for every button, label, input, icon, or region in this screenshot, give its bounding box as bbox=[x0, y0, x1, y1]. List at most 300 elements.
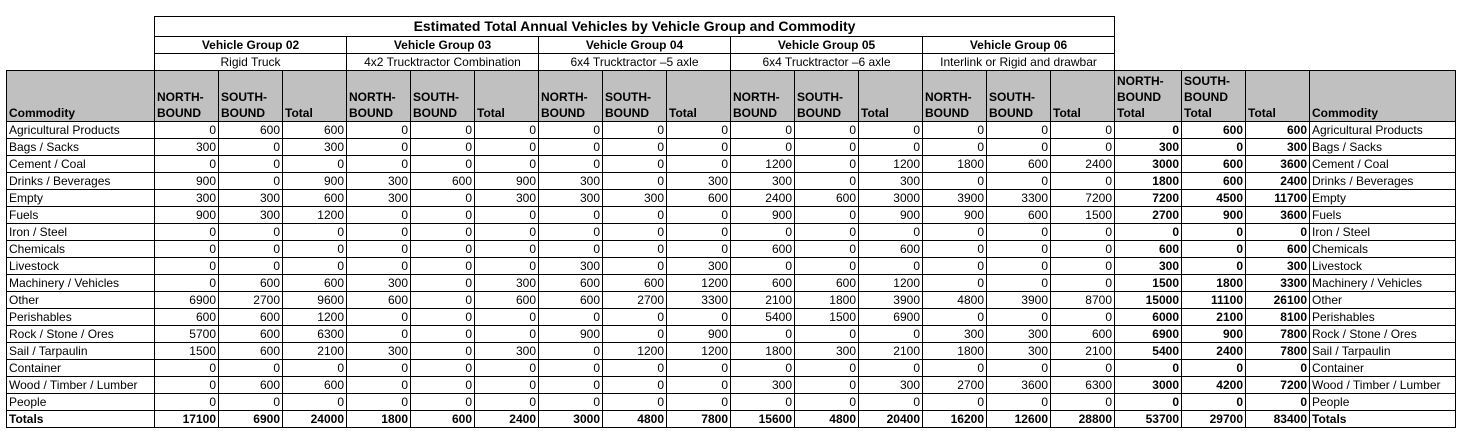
value-cell: 0 bbox=[923, 122, 987, 139]
value-cell: 0 bbox=[987, 139, 1051, 156]
vehicle-group-name: Vehicle Group 03 bbox=[347, 37, 539, 54]
overall-total-cell: 2700 bbox=[1115, 207, 1182, 224]
value-cell: 0 bbox=[923, 224, 987, 241]
value-cell: 0 bbox=[411, 241, 475, 258]
value-cell: 0 bbox=[475, 207, 539, 224]
value-cell: 300 bbox=[347, 190, 411, 207]
value-cell: 0 bbox=[475, 377, 539, 394]
value-cell: 0 bbox=[603, 139, 667, 156]
table-row bbox=[7, 326, 1456, 343]
value-cell: 0 bbox=[155, 122, 219, 139]
value-cell: 0 bbox=[731, 258, 795, 275]
overall-total-cell: 7200 bbox=[1115, 190, 1182, 207]
overall-total-cell: 0 bbox=[1115, 122, 1182, 139]
overall-total-cell: 3000 bbox=[1115, 377, 1182, 394]
value-cell: 0 bbox=[347, 224, 411, 241]
value-cell: 0 bbox=[667, 139, 731, 156]
column-header-northbound-total: NORTH-BOUND Total bbox=[1115, 71, 1182, 122]
value-cell: 0 bbox=[795, 326, 859, 343]
value-cell: 7800 bbox=[667, 411, 731, 428]
table-row bbox=[7, 309, 1456, 326]
value-cell: 300 bbox=[539, 258, 603, 275]
title-row bbox=[7, 17, 1456, 37]
table-row bbox=[7, 156, 1456, 173]
value-cell: 300 bbox=[283, 139, 347, 156]
overall-total-cell: 4500 bbox=[1182, 190, 1246, 207]
overall-total-cell: 600 bbox=[1115, 241, 1182, 258]
value-cell: 8700 bbox=[1051, 292, 1115, 309]
value-cell: 0 bbox=[1051, 173, 1115, 190]
value-cell: 600 bbox=[283, 377, 347, 394]
column-header-total: Total bbox=[859, 71, 923, 122]
column-header-northbound: NORTH-BOUND bbox=[923, 71, 987, 122]
value-cell: 0 bbox=[411, 139, 475, 156]
value-cell: 0 bbox=[1051, 309, 1115, 326]
overall-total-cell: 0 bbox=[1246, 224, 1310, 241]
overall-total-cell: 300 bbox=[1246, 139, 1310, 156]
value-cell: 300 bbox=[155, 139, 219, 156]
vehicle-group-desc: 6x4 Trucktractor –5 axle bbox=[539, 54, 731, 71]
value-cell: 0 bbox=[347, 258, 411, 275]
overall-total-cell: 300 bbox=[1246, 258, 1310, 275]
overall-total-cell: 600 bbox=[1182, 122, 1246, 139]
value-cell: 0 bbox=[539, 207, 603, 224]
value-cell: 0 bbox=[475, 224, 539, 241]
overall-total-cell: 83400 bbox=[1246, 411, 1310, 428]
value-cell: 1200 bbox=[859, 275, 923, 292]
overall-total-cell: 0 bbox=[1182, 360, 1246, 377]
commodity-label-right: Rock / Stone / Ores bbox=[1310, 326, 1456, 343]
commodity-label-right: Bags / Sacks bbox=[1310, 139, 1456, 156]
table-row bbox=[7, 275, 1456, 292]
value-cell: 300 bbox=[539, 173, 603, 190]
commodity-label: Agricultural Products bbox=[7, 122, 155, 139]
value-cell: 600 bbox=[283, 122, 347, 139]
commodity-label: Wood / Timber / Lumber bbox=[7, 377, 155, 394]
value-cell: 2400 bbox=[475, 411, 539, 428]
value-cell: 1500 bbox=[155, 343, 219, 360]
value-cell: 12600 bbox=[987, 411, 1051, 428]
vehicle-group-name: Vehicle Group 06 bbox=[923, 37, 1115, 54]
value-cell: 5400 bbox=[731, 309, 795, 326]
value-cell: 0 bbox=[859, 326, 923, 343]
value-cell: 0 bbox=[475, 241, 539, 258]
value-cell: 0 bbox=[411, 122, 475, 139]
overall-total-cell: 2400 bbox=[1182, 343, 1246, 360]
value-cell: 0 bbox=[667, 360, 731, 377]
value-cell: 1200 bbox=[603, 343, 667, 360]
value-cell: 0 bbox=[667, 156, 731, 173]
overall-total-cell: 0 bbox=[1115, 360, 1182, 377]
value-cell: 300 bbox=[347, 173, 411, 190]
column-header-northbound: NORTH-BOUND bbox=[347, 71, 411, 122]
value-cell: 300 bbox=[475, 275, 539, 292]
value-cell: 600 bbox=[539, 275, 603, 292]
value-cell: 2700 bbox=[603, 292, 667, 309]
value-cell: 0 bbox=[411, 309, 475, 326]
value-cell: 0 bbox=[603, 173, 667, 190]
commodity-label: Iron / Steel bbox=[7, 224, 155, 241]
overall-total-cell: 600 bbox=[1246, 122, 1310, 139]
column-header-commodity-right: Commodity bbox=[1310, 71, 1456, 122]
commodity-label: Totals bbox=[7, 411, 155, 428]
column-header-southbound: SOUTH-BOUND bbox=[603, 71, 667, 122]
value-cell: 900 bbox=[731, 207, 795, 224]
overall-total-cell: 11700 bbox=[1246, 190, 1310, 207]
value-cell: 0 bbox=[155, 241, 219, 258]
value-cell: 0 bbox=[219, 156, 283, 173]
vehicle-group-name: Vehicle Group 05 bbox=[731, 37, 923, 54]
column-header-grand-total: Total bbox=[1246, 71, 1310, 122]
value-cell: 24000 bbox=[283, 411, 347, 428]
value-cell: 0 bbox=[539, 156, 603, 173]
value-cell: 0 bbox=[987, 275, 1051, 292]
value-cell: 600 bbox=[795, 275, 859, 292]
value-cell: 600 bbox=[347, 292, 411, 309]
value-cell: 0 bbox=[603, 309, 667, 326]
value-cell: 0 bbox=[219, 173, 283, 190]
value-cell: 600 bbox=[987, 207, 1051, 224]
value-cell: 0 bbox=[1051, 275, 1115, 292]
value-cell: 0 bbox=[411, 292, 475, 309]
value-cell: 0 bbox=[539, 241, 603, 258]
value-cell: 0 bbox=[347, 122, 411, 139]
value-cell: 600 bbox=[219, 343, 283, 360]
value-cell: 600 bbox=[731, 241, 795, 258]
overall-total-cell: 7800 bbox=[1246, 343, 1310, 360]
overall-total-cell: 0 bbox=[1182, 224, 1246, 241]
value-cell: 0 bbox=[731, 394, 795, 411]
value-cell: 0 bbox=[731, 360, 795, 377]
value-cell: 6900 bbox=[219, 411, 283, 428]
commodity-label-right: Other bbox=[1310, 292, 1456, 309]
value-cell: 0 bbox=[411, 326, 475, 343]
value-cell: 0 bbox=[539, 309, 603, 326]
value-cell: 0 bbox=[923, 275, 987, 292]
value-cell: 600 bbox=[539, 292, 603, 309]
commodity-label: Drinks / Beverages bbox=[7, 173, 155, 190]
overall-total-cell: 900 bbox=[1182, 207, 1246, 224]
value-cell: 4800 bbox=[603, 411, 667, 428]
value-cell: 0 bbox=[475, 156, 539, 173]
column-header-southbound-total: SOUTH-BOUND Total bbox=[1182, 71, 1246, 122]
overall-total-cell: 0 bbox=[1182, 241, 1246, 258]
value-cell: 900 bbox=[155, 207, 219, 224]
column-header-northbound: NORTH-BOUND bbox=[155, 71, 219, 122]
value-cell: 0 bbox=[347, 309, 411, 326]
table-row bbox=[7, 173, 1456, 190]
overall-total-cell: 6000 bbox=[1115, 309, 1182, 326]
vehicle-group-desc: Interlink or Rigid and drawbar bbox=[923, 54, 1115, 71]
value-cell: 0 bbox=[347, 360, 411, 377]
value-cell: 0 bbox=[283, 224, 347, 241]
table-row bbox=[7, 224, 1456, 241]
overall-total-cell: 0 bbox=[1182, 394, 1246, 411]
value-cell: 0 bbox=[539, 360, 603, 377]
value-cell: 0 bbox=[603, 224, 667, 241]
vehicle-group-name: Vehicle Group 04 bbox=[539, 37, 731, 54]
vehicle-group-name: Vehicle Group 02 bbox=[155, 37, 347, 54]
value-cell: 0 bbox=[923, 394, 987, 411]
value-cell: 0 bbox=[347, 326, 411, 343]
overall-total-cell: 0 bbox=[1182, 258, 1246, 275]
value-cell: 300 bbox=[603, 190, 667, 207]
value-cell: 0 bbox=[603, 156, 667, 173]
commodity-label: Other bbox=[7, 292, 155, 309]
value-cell: 0 bbox=[411, 156, 475, 173]
commodity-label: Perishables bbox=[7, 309, 155, 326]
value-cell: 300 bbox=[475, 190, 539, 207]
value-cell: 600 bbox=[283, 275, 347, 292]
value-cell: 0 bbox=[795, 258, 859, 275]
value-cell: 16200 bbox=[923, 411, 987, 428]
value-cell: 0 bbox=[923, 139, 987, 156]
commodity-label: Bags / Sacks bbox=[7, 139, 155, 156]
value-cell: 0 bbox=[347, 394, 411, 411]
value-cell: 0 bbox=[155, 224, 219, 241]
value-cell: 0 bbox=[795, 394, 859, 411]
value-cell: 0 bbox=[219, 394, 283, 411]
value-cell: 0 bbox=[987, 122, 1051, 139]
value-cell: 0 bbox=[1051, 258, 1115, 275]
overall-total-cell: 2400 bbox=[1246, 173, 1310, 190]
value-cell: 600 bbox=[859, 241, 923, 258]
value-cell: 9600 bbox=[283, 292, 347, 309]
value-cell: 300 bbox=[795, 343, 859, 360]
value-cell: 0 bbox=[411, 275, 475, 292]
value-cell: 3300 bbox=[667, 292, 731, 309]
commodity-label-right: Wood / Timber / Lumber bbox=[1310, 377, 1456, 394]
column-header-southbound: SOUTH-BOUND bbox=[987, 71, 1051, 122]
value-cell: 0 bbox=[987, 224, 1051, 241]
commodity-label-right: Livestock bbox=[1310, 258, 1456, 275]
value-cell: 1200 bbox=[283, 309, 347, 326]
value-cell: 0 bbox=[731, 122, 795, 139]
value-cell: 600 bbox=[219, 309, 283, 326]
value-cell: 0 bbox=[859, 360, 923, 377]
commodity-label-right: Sail / Tarpaulin bbox=[1310, 343, 1456, 360]
value-cell: 2100 bbox=[1051, 343, 1115, 360]
value-cell: 7200 bbox=[1051, 190, 1115, 207]
value-cell: 300 bbox=[859, 173, 923, 190]
value-cell: 1200 bbox=[667, 343, 731, 360]
value-cell: 0 bbox=[1051, 241, 1115, 258]
value-cell: 600 bbox=[475, 292, 539, 309]
value-cell: 0 bbox=[795, 360, 859, 377]
value-cell: 300 bbox=[347, 275, 411, 292]
column-header-southbound: SOUTH-BOUND bbox=[219, 71, 283, 122]
value-cell: 300 bbox=[539, 190, 603, 207]
commodity-label-right: Fuels bbox=[1310, 207, 1456, 224]
table-row bbox=[7, 190, 1456, 207]
value-cell: 0 bbox=[667, 309, 731, 326]
value-cell: 0 bbox=[987, 258, 1051, 275]
value-cell: 900 bbox=[923, 207, 987, 224]
value-cell: 15600 bbox=[731, 411, 795, 428]
overall-total-cell: 15000 bbox=[1115, 292, 1182, 309]
value-cell: 6900 bbox=[859, 309, 923, 326]
value-cell: 0 bbox=[475, 394, 539, 411]
value-cell: 600 bbox=[219, 122, 283, 139]
value-cell: 0 bbox=[795, 207, 859, 224]
value-cell: 0 bbox=[987, 241, 1051, 258]
table-row bbox=[7, 343, 1456, 360]
value-cell: 0 bbox=[475, 360, 539, 377]
value-cell: 0 bbox=[539, 122, 603, 139]
value-cell: 0 bbox=[987, 173, 1051, 190]
overall-total-cell: 53700 bbox=[1115, 411, 1182, 428]
value-cell: 20400 bbox=[859, 411, 923, 428]
value-cell: 0 bbox=[411, 258, 475, 275]
column-header-row bbox=[7, 71, 1456, 122]
commodity-label: Machinery / Vehicles bbox=[7, 275, 155, 292]
value-cell: 0 bbox=[603, 360, 667, 377]
column-header-southbound: SOUTH-BOUND bbox=[411, 71, 475, 122]
value-cell: 0 bbox=[539, 224, 603, 241]
value-cell: 600 bbox=[411, 411, 475, 428]
value-cell: 2100 bbox=[859, 343, 923, 360]
commodity-label: Empty bbox=[7, 190, 155, 207]
value-cell: 1500 bbox=[1051, 207, 1115, 224]
value-cell: 0 bbox=[667, 122, 731, 139]
column-header-northbound: NORTH-BOUND bbox=[539, 71, 603, 122]
value-cell: 0 bbox=[667, 207, 731, 224]
vehicle-commodity-table bbox=[6, 16, 1456, 428]
value-cell: 600 bbox=[667, 190, 731, 207]
value-cell: 0 bbox=[859, 224, 923, 241]
value-cell: 900 bbox=[155, 173, 219, 190]
value-cell: 0 bbox=[859, 258, 923, 275]
value-cell: 0 bbox=[219, 139, 283, 156]
value-cell: 1800 bbox=[347, 411, 411, 428]
value-cell: 300 bbox=[219, 207, 283, 224]
value-cell: 300 bbox=[859, 377, 923, 394]
value-cell: 17100 bbox=[155, 411, 219, 428]
value-cell: 3900 bbox=[987, 292, 1051, 309]
value-cell: 1800 bbox=[795, 292, 859, 309]
value-cell: 0 bbox=[539, 139, 603, 156]
overall-total-cell: 900 bbox=[1182, 326, 1246, 343]
overall-total-cell: 3000 bbox=[1115, 156, 1182, 173]
vehicle-group-desc: 6x4 Trucktractor –6 axle bbox=[731, 54, 923, 71]
value-cell: 0 bbox=[795, 139, 859, 156]
value-cell: 2400 bbox=[1051, 156, 1115, 173]
commodity-label-right: Empty bbox=[1310, 190, 1456, 207]
value-cell: 0 bbox=[795, 122, 859, 139]
overall-total-cell: 300 bbox=[1115, 258, 1182, 275]
commodity-label-right: Container bbox=[1310, 360, 1456, 377]
value-cell: 0 bbox=[859, 122, 923, 139]
value-cell: 600 bbox=[603, 275, 667, 292]
table-row bbox=[7, 139, 1456, 156]
value-cell: 0 bbox=[411, 224, 475, 241]
overall-total-cell: 600 bbox=[1246, 241, 1310, 258]
column-header-commodity: Commodity bbox=[7, 71, 155, 122]
value-cell: 0 bbox=[667, 241, 731, 258]
commodity-label: Cement / Coal bbox=[7, 156, 155, 173]
overall-total-cell: 0 bbox=[1115, 394, 1182, 411]
value-cell: 900 bbox=[475, 173, 539, 190]
value-cell: 0 bbox=[987, 309, 1051, 326]
value-cell: 0 bbox=[923, 258, 987, 275]
value-cell: 0 bbox=[987, 394, 1051, 411]
value-cell: 6300 bbox=[1051, 377, 1115, 394]
value-cell: 300 bbox=[155, 190, 219, 207]
value-cell: 0 bbox=[347, 156, 411, 173]
overall-total-cell: 1800 bbox=[1182, 275, 1246, 292]
column-header-total: Total bbox=[1051, 71, 1115, 122]
value-cell: 1500 bbox=[795, 309, 859, 326]
value-cell: 0 bbox=[155, 394, 219, 411]
value-cell: 0 bbox=[347, 377, 411, 394]
overall-total-cell: 11100 bbox=[1182, 292, 1246, 309]
group-desc-row bbox=[7, 54, 1456, 71]
value-cell: 0 bbox=[923, 360, 987, 377]
column-header-total: Total bbox=[283, 71, 347, 122]
value-cell: 0 bbox=[283, 156, 347, 173]
value-cell: 0 bbox=[347, 241, 411, 258]
commodity-label-right: Chemicals bbox=[1310, 241, 1456, 258]
value-cell: 0 bbox=[155, 377, 219, 394]
value-cell: 0 bbox=[923, 241, 987, 258]
value-cell: 0 bbox=[219, 258, 283, 275]
value-cell: 2400 bbox=[731, 190, 795, 207]
overall-total-cell: 0 bbox=[1182, 139, 1246, 156]
overall-total-cell: 2100 bbox=[1182, 309, 1246, 326]
value-cell: 1200 bbox=[859, 156, 923, 173]
value-cell: 300 bbox=[923, 326, 987, 343]
value-cell: 1200 bbox=[283, 207, 347, 224]
vehicle-group-desc: 4x2 Trucktractor Combination bbox=[347, 54, 539, 71]
value-cell: 0 bbox=[411, 377, 475, 394]
overall-total-cell: 6900 bbox=[1115, 326, 1182, 343]
value-cell: 300 bbox=[731, 377, 795, 394]
group-name-row bbox=[7, 37, 1456, 54]
value-cell: 0 bbox=[859, 394, 923, 411]
vehicle-group-desc: Rigid Truck bbox=[155, 54, 347, 71]
value-cell: 0 bbox=[795, 173, 859, 190]
value-cell: 0 bbox=[731, 224, 795, 241]
value-cell: 300 bbox=[347, 343, 411, 360]
overall-total-cell: 7800 bbox=[1246, 326, 1310, 343]
value-cell: 0 bbox=[283, 360, 347, 377]
value-cell: 300 bbox=[219, 190, 283, 207]
value-cell: 0 bbox=[603, 326, 667, 343]
value-cell: 6900 bbox=[155, 292, 219, 309]
column-header-total: Total bbox=[475, 71, 539, 122]
overall-total-cell: 1800 bbox=[1115, 173, 1182, 190]
overall-total-cell: 7200 bbox=[1246, 377, 1310, 394]
value-cell: 0 bbox=[539, 343, 603, 360]
value-cell: 0 bbox=[667, 394, 731, 411]
value-cell: 0 bbox=[603, 394, 667, 411]
value-cell: 0 bbox=[475, 326, 539, 343]
table-row bbox=[7, 360, 1456, 377]
value-cell: 0 bbox=[603, 207, 667, 224]
value-cell: 900 bbox=[283, 173, 347, 190]
value-cell: 0 bbox=[155, 156, 219, 173]
value-cell: 0 bbox=[603, 241, 667, 258]
value-cell: 0 bbox=[475, 258, 539, 275]
value-cell: 3000 bbox=[539, 411, 603, 428]
column-header-total: Total bbox=[667, 71, 731, 122]
value-cell: 900 bbox=[859, 207, 923, 224]
value-cell: 0 bbox=[411, 394, 475, 411]
commodity-label-right: Machinery / Vehicles bbox=[1310, 275, 1456, 292]
commodity-label-right: Agricultural Products bbox=[1310, 122, 1456, 139]
value-cell: 600 bbox=[155, 309, 219, 326]
value-cell: 0 bbox=[155, 360, 219, 377]
